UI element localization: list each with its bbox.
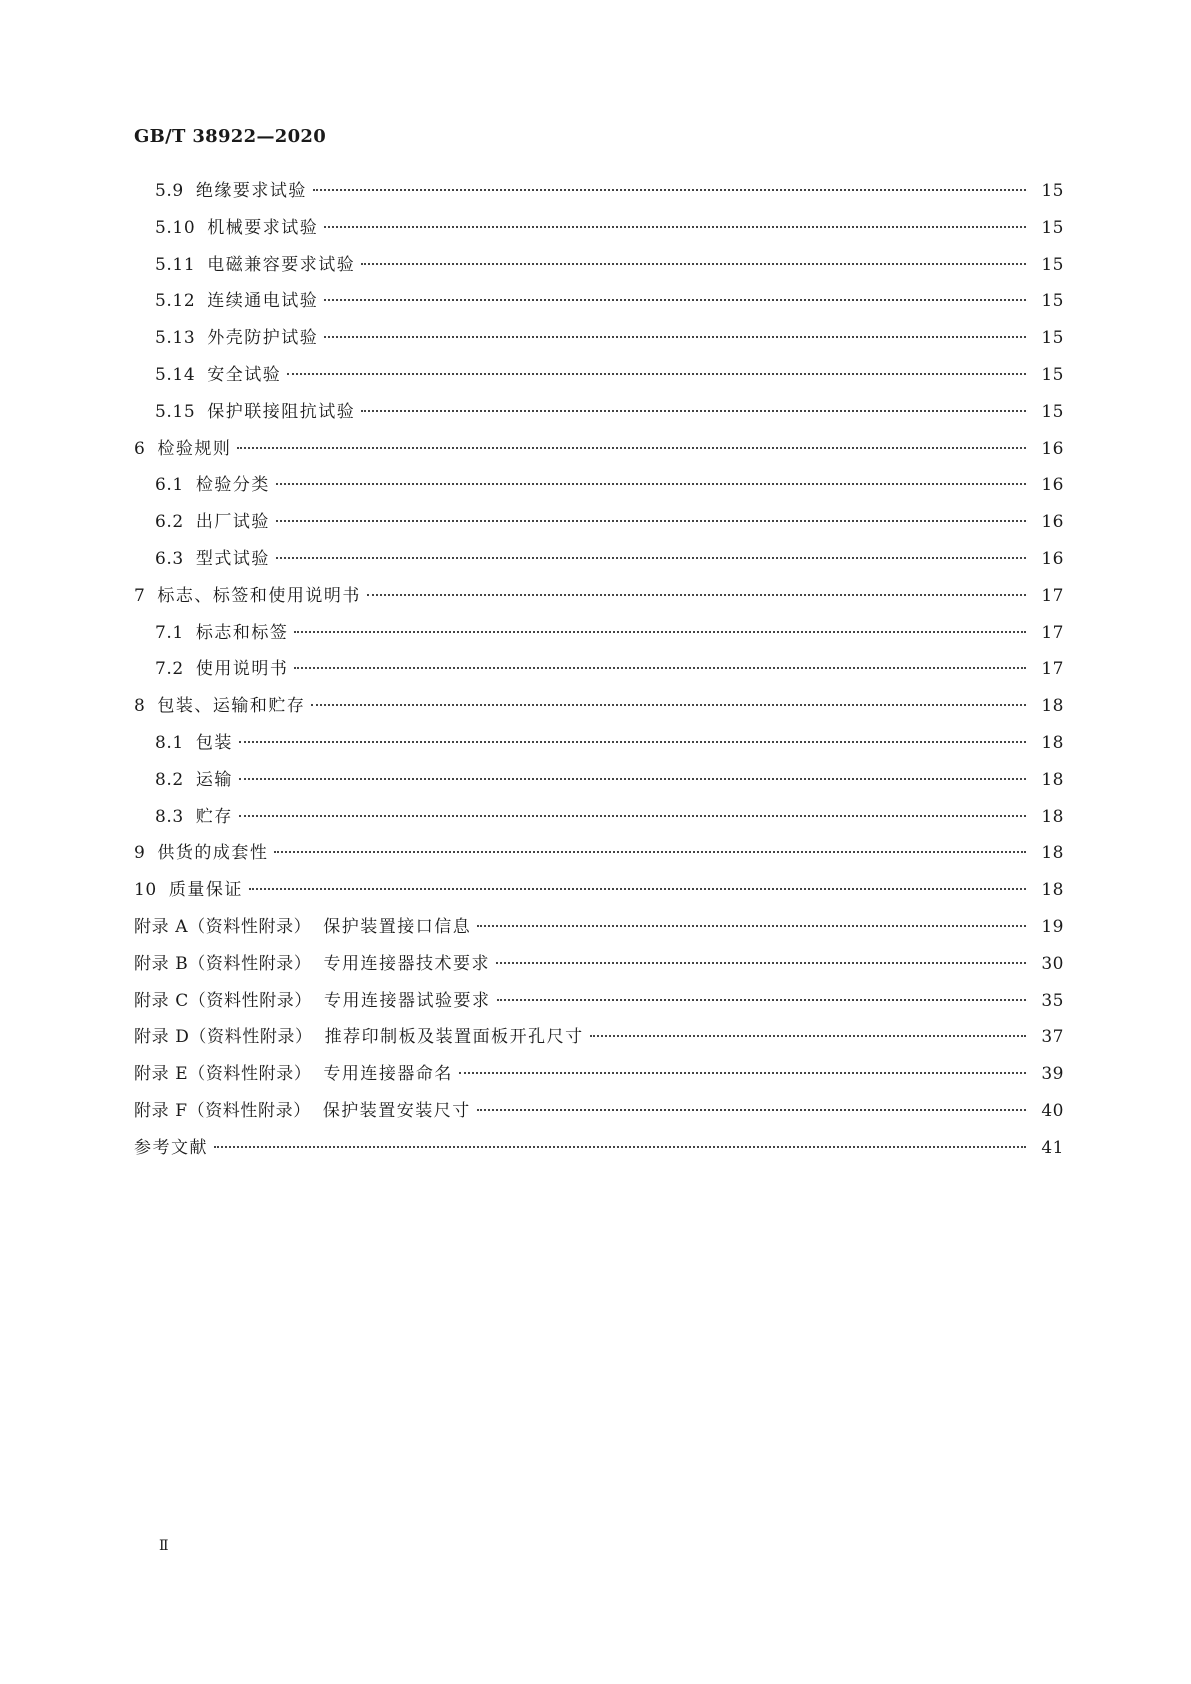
- dot-leader: [276, 483, 1026, 485]
- toc-entry[interactable]: [134, 765, 1064, 802]
- toc-entry[interactable]: [134, 507, 1064, 544]
- toc-entry-page: 16: [1041, 475, 1064, 496]
- dot-leader: [361, 410, 1026, 412]
- toc-entry-title: 贮存: [195, 806, 233, 827]
- toc-entry-page: 17: [1041, 622, 1064, 643]
- toc-entry-page: 19: [1041, 916, 1064, 937]
- toc-entry-number: 5.15: [155, 401, 196, 422]
- toc-entry-number: 5.12: [155, 291, 196, 312]
- toc-entry-page: 39: [1041, 1064, 1064, 1085]
- toc-entry[interactable]: [134, 286, 1064, 323]
- toc-entry[interactable]: [134, 434, 1064, 471]
- toc-entry[interactable]: [134, 250, 1064, 287]
- toc-entry-number: 5.13: [155, 328, 196, 349]
- dot-leader: [276, 557, 1026, 559]
- toc-entry-page: 18: [1041, 769, 1064, 790]
- dot-leader: [294, 667, 1026, 669]
- toc-entry-page: 15: [1041, 364, 1064, 385]
- dot-leader: [324, 299, 1026, 301]
- toc-entry-number: 7: [134, 585, 146, 606]
- toc-entry-title: 专用连接器命名: [323, 1064, 453, 1085]
- toc-entry-number: 5.11: [155, 254, 196, 275]
- toc-entry-page: 15: [1041, 181, 1064, 201]
- toc-entry-page: 15: [1041, 401, 1064, 422]
- toc-entry-title: 出厂试验: [195, 512, 270, 533]
- toc-entry-title: 包装、运输和贮存: [157, 696, 306, 717]
- dot-leader: [311, 704, 1026, 706]
- toc-entry-title: 包装: [195, 732, 233, 753]
- toc-entry-page: 16: [1041, 438, 1064, 459]
- toc-entry[interactable]: [134, 802, 1064, 839]
- dot-leader: [214, 1146, 1026, 1148]
- dot-leader: [496, 962, 1026, 964]
- toc-entry-number: 7.2: [155, 659, 184, 680]
- toc-entry-title: 标志、标签和使用说明书: [157, 585, 361, 606]
- toc-entry[interactable]: [134, 875, 1064, 912]
- toc-entry[interactable]: [134, 728, 1064, 765]
- toc-entry-page: 18: [1041, 843, 1064, 864]
- toc-entry-page: 37: [1041, 1027, 1064, 1048]
- dot-leader: [590, 1035, 1026, 1037]
- toc-entry-number: 10: [134, 880, 157, 901]
- toc-entry[interactable]: [134, 544, 1064, 581]
- toc-entry-page: 16: [1041, 548, 1064, 569]
- toc-entry-title: 质量保证: [168, 880, 243, 901]
- toc-entry-number: 6.3: [155, 548, 184, 569]
- toc-entry-title: 参考文献: [134, 1137, 208, 1158]
- toc-entry-page: 18: [1041, 732, 1064, 753]
- toc-entry-number: 9: [134, 843, 146, 864]
- dot-leader: [324, 336, 1026, 338]
- page-number: Ⅱ: [159, 1538, 169, 1554]
- toc-entry-bibliography[interactable]: [134, 1133, 1064, 1170]
- toc-entry-number: 附录 D（资料性附录）: [134, 1027, 313, 1048]
- toc-entry-title: 保护装置接口信息: [323, 916, 472, 937]
- dot-leader: [313, 189, 1026, 191]
- toc-entry-title: 标志和标签: [195, 622, 289, 643]
- toc-entry-title: 供货的成套性: [157, 843, 269, 864]
- toc-entry-number: 附录 F（资料性附录）: [134, 1100, 311, 1121]
- toc-entry-number: 附录 A（资料性附录）: [134, 916, 312, 937]
- toc-entry-title: 专用连接器试验要求: [324, 990, 491, 1011]
- toc-entry-title: 专用连接器技术要求: [323, 953, 490, 974]
- toc-entry-page: 18: [1041, 696, 1064, 717]
- toc-entry-page: 40: [1041, 1100, 1064, 1121]
- toc-entry[interactable]: [134, 581, 1064, 618]
- toc-entry-page: 18: [1041, 880, 1064, 901]
- table-of-contents: [134, 176, 1064, 1170]
- dot-leader: [239, 815, 1026, 817]
- toc-entry[interactable]: [134, 397, 1064, 434]
- toc-entry-page: 17: [1041, 659, 1064, 680]
- toc-entry-number: 8.2: [155, 769, 184, 790]
- dot-leader: [287, 373, 1026, 375]
- dot-leader: [276, 520, 1026, 522]
- toc-entry-appendix[interactable]: [134, 1096, 1064, 1133]
- toc-entry[interactable]: [134, 470, 1064, 507]
- dot-leader: [324, 226, 1026, 228]
- toc-entry-title: 保护装置安装尺寸: [322, 1100, 471, 1121]
- toc-entry-number: 6.2: [155, 512, 184, 533]
- toc-entry-number: 5.10: [155, 217, 196, 238]
- toc-entry-page: 16: [1041, 512, 1064, 533]
- toc-entry-title: 保护联接阻抗试验: [207, 401, 356, 422]
- toc-entry-title: 外壳防护试验: [207, 328, 319, 349]
- toc-entry-title: 运输: [195, 769, 233, 790]
- toc-entry[interactable]: [134, 176, 1064, 213]
- toc-entry-page: 18: [1041, 806, 1064, 827]
- toc-entry-number: 5.14: [155, 364, 196, 385]
- toc-entry-title: 电磁兼容要求试验: [207, 254, 356, 275]
- toc-entry-number: 8: [134, 696, 146, 717]
- toc-entry-number: 8.1: [155, 732, 184, 753]
- toc-entry-page: 41: [1041, 1137, 1064, 1158]
- toc-entry[interactable]: [134, 618, 1064, 655]
- toc-entry-number: 6.1: [155, 475, 184, 496]
- toc-entry-title: 推荐印制板及装置面板开孔尺寸: [324, 1027, 584, 1048]
- dot-leader: [239, 778, 1026, 780]
- toc-entry-page: 35: [1041, 990, 1064, 1011]
- toc-entry-title: 安全试验: [207, 364, 282, 385]
- dot-leader: [361, 263, 1026, 265]
- toc-entry-title: 检验分类: [195, 475, 270, 496]
- toc-entry-title: 型式试验: [195, 548, 270, 569]
- toc-entry-appendix[interactable]: [134, 986, 1064, 1023]
- toc-entry-title: 连续通电试验: [207, 291, 319, 312]
- dot-leader: [274, 851, 1026, 853]
- toc-entry-number: 附录 C（资料性附录）: [134, 990, 313, 1011]
- toc-entry-title: 机械要求试验: [207, 217, 319, 238]
- toc-entry-page: 30: [1041, 953, 1064, 974]
- toc-entry-appendix[interactable]: [134, 1022, 1064, 1059]
- toc-entry-number: 8.3: [155, 806, 184, 827]
- dot-leader: [497, 999, 1026, 1001]
- dot-leader: [477, 925, 1026, 927]
- toc-entry-title: 使用说明书: [195, 659, 289, 680]
- toc-entry[interactable]: [134, 360, 1064, 397]
- toc-entry-number: 7.1: [155, 622, 184, 643]
- document-code-header: GB/T 38922—2020: [134, 126, 327, 147]
- toc-entry[interactable]: [134, 691, 1064, 728]
- toc-entry-appendix[interactable]: [134, 912, 1064, 949]
- dot-leader: [367, 594, 1026, 596]
- toc-entry-appendix[interactable]: [134, 949, 1064, 986]
- toc-entry[interactable]: [134, 323, 1064, 360]
- toc-entry-number: 5.9: [155, 181, 184, 201]
- toc-entry[interactable]: [134, 838, 1064, 875]
- toc-entry-number: 附录 E（资料性附录）: [134, 1064, 312, 1085]
- toc-entry-title: 检验规则: [157, 438, 232, 459]
- toc-entry[interactable]: [134, 654, 1064, 691]
- toc-entry-page: 15: [1041, 291, 1064, 312]
- toc-entry-page: 15: [1041, 217, 1064, 238]
- toc-entry-title: 绝缘要求试验: [195, 181, 307, 201]
- dot-leader: [237, 447, 1026, 449]
- toc-entry-appendix[interactable]: [134, 1059, 1064, 1096]
- dot-leader: [294, 631, 1026, 633]
- dot-leader: [477, 1109, 1026, 1111]
- toc-entry-page: 17: [1041, 585, 1064, 606]
- toc-entry-number: 附录 B（资料性附录）: [134, 953, 312, 974]
- toc-entry-number: 6: [134, 438, 146, 459]
- toc-entry-page: 15: [1041, 254, 1064, 275]
- dot-leader: [459, 1072, 1026, 1074]
- toc-entry[interactable]: [134, 213, 1064, 250]
- dot-leader: [239, 741, 1026, 743]
- toc-entry-page: 15: [1041, 328, 1064, 349]
- dot-leader: [249, 888, 1026, 890]
